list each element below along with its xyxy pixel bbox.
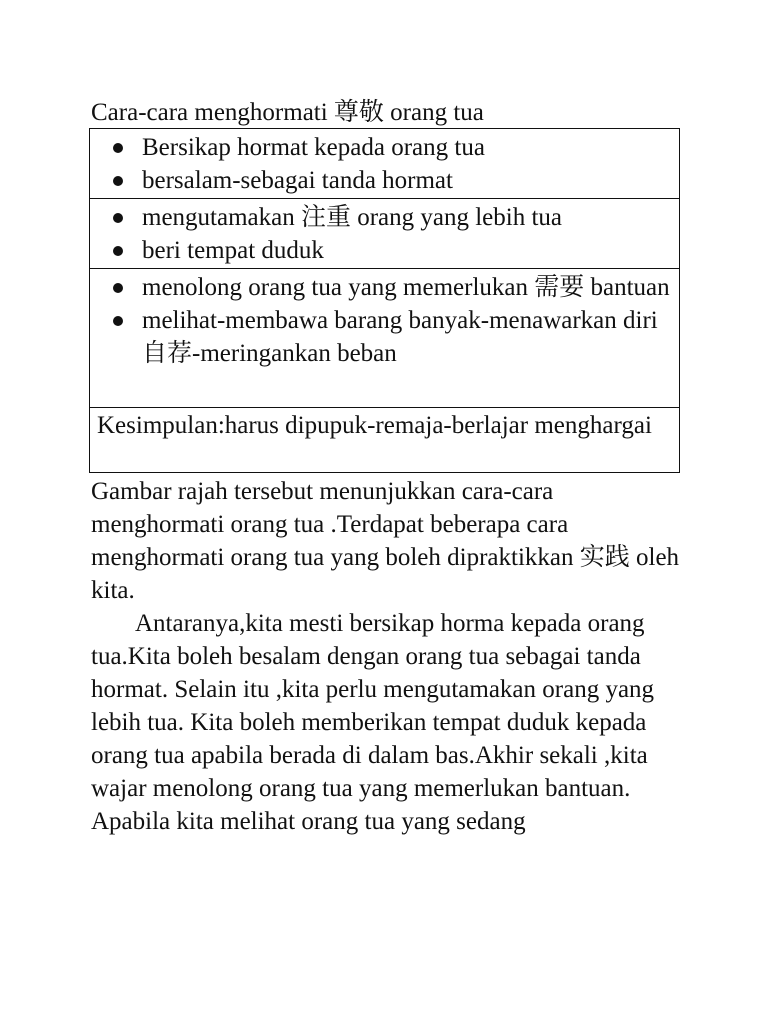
list-item-text: melihat-membawa barang banyak-menawarkan diri 自荐-meringankan beban [142, 307, 658, 367]
summary-table [89, 128, 680, 473]
table-row [90, 129, 679, 199]
list-item [109, 164, 673, 197]
list-item-text: beri tempat duduk [142, 237, 324, 264]
paragraph-intro: Gambar rajah tersebut menunjukkan cara-cara menghormati orang tua .Terdapat beberapa cara menghormati orang tua yang boleh dipraktikkan 实践 oleh kita. [91, 478, 680, 604]
bullet-icon [113, 283, 123, 293]
essay-body [91, 475, 681, 838]
list-item-text: Bersikap hormat kepada orang tua [142, 134, 485, 161]
bullet-list [90, 129, 679, 198]
list-item [109, 234, 673, 267]
bullet-list [90, 269, 679, 371]
bullet-list [90, 199, 679, 268]
table-row [90, 269, 679, 408]
list-item [109, 271, 673, 304]
bullet-icon [113, 246, 123, 256]
list-item-text: bersalam-sebagai tanda hormat [142, 167, 453, 194]
conclusion-text: Kesimpulan:harus dipupuk-remaja-berlajar menghargai [97, 412, 652, 439]
table-row-conclusion [90, 408, 679, 472]
paragraph-main: Antaranya,kita mesti bersikap horma kepada orang tua.Kita boleh besalam dengan orang tua sebagai tanda hormat. Selain itu ,kita perlu mengutamakan orang yang lebih tua. Kita boleh memberikan tempat duduk kepada orang tua apabila berada di dalam bas.Akhir sekali ,kita wajar menolong orang tua yang memerlukan bantuan. Apabila kita melihat orang tua yang sedang [91, 610, 655, 835]
table-row [90, 199, 679, 269]
bullet-icon [113, 213, 123, 223]
bullet-icon [113, 316, 123, 326]
list-item-text: mengutamakan 注重 orang yang lebih tua [142, 204, 563, 231]
list-item-text: menolong orang tua yang memerlukan 需要 bantuan [142, 274, 670, 301]
list-item [109, 201, 673, 234]
bullet-icon [113, 176, 123, 186]
document-title: Cara-cara menghormati 尊敬 orang tua [91, 99, 484, 126]
list-item [109, 131, 673, 164]
list-item [109, 304, 673, 370]
bullet-icon [113, 143, 123, 153]
